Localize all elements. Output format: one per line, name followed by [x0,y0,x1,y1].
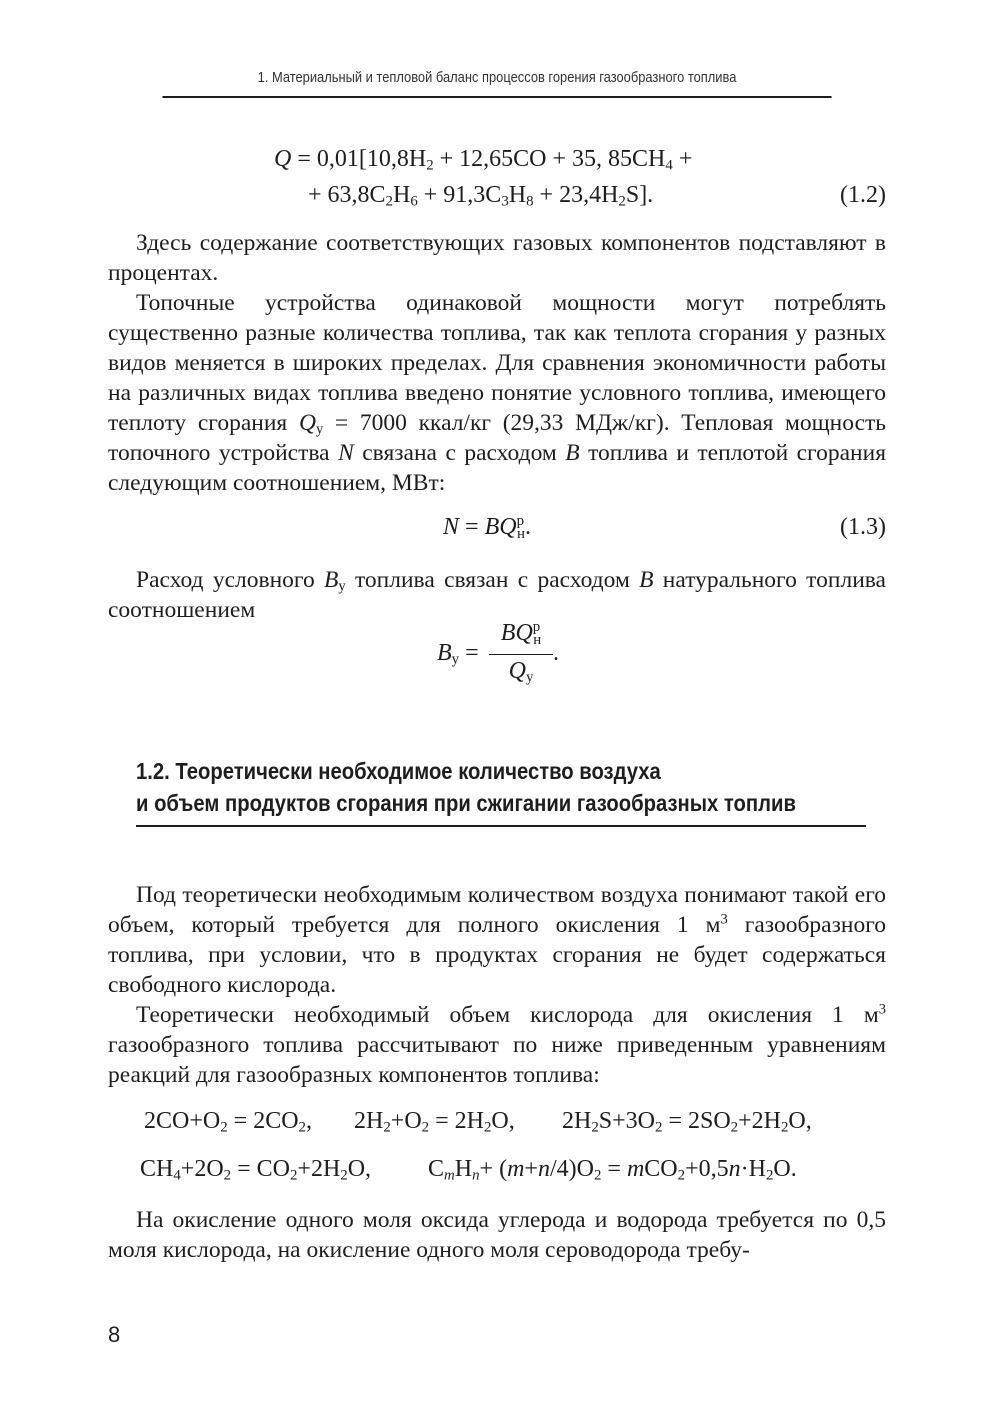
fraction-numerator: $BQ^р_н$ [500,619,542,648]
paragraph-oxidation: На окисление одного моля оксида углерода и водорода требуется по 0,5 моля кислорода, на окисление одного моля сероводорода требу- [108,1207,886,1263]
equation-number-1-2: (1.2) [840,182,886,208]
fraction-bar [489,654,553,655]
paragraph-theoretical-oxygen: Теоретически необходимый объем кислорода для окисления 1 $м^3$ газообразного топлива рассчитывают по ниже приведенным уравнениям реакций для газообразных компонентов топлива: [108,1001,886,1088]
reaction-ch4: $CH_4+2O_2 = CO_2+2H_2O$, [140,1156,372,1184]
paragraph-conventional-consumption: Расход условного $B_у$ топлива связан с расходом B натурального топлива соотношением [108,567,886,623]
section-heading-line-2: и объем продуктов сгорания при сжигании газообразных топлив [136,790,796,816]
fraction-lhs: $B_у$ = [437,640,479,668]
section-heading-line-1: 1.2. Теоретически необходимое количество воздуха [136,758,661,784]
equation-1-2-line-1: $Q = 0,01[10,8H_2 + 12,65CO + 35$, $85CH_4$ + [274,146,693,174]
paragraph-conventional-fuel: Топочные устройства одинаковой мощности могут потреблять существенно разные количества топлива, так как теплота сгорания у разных видов меняется в широких пределах. Для сравнения экономичности работы на различных видах топлива введено понятие условного топлива, имеющего теплоту сгорания $Q_у = 7000$ ккал/кг (29,33 МДж/кг). Тепловая мощность топочного устройства N связана с расходом B топлива и теплотой сгорания следующим соотношением, МВт: [108,290,887,496]
paragraph-theoretical-air: Под теоретически необходимым количеством воздуха понимают такой его объем, который требуется для полного окисления 1 $м^3$ газообразного топлива, при условии, что в продуктах сгорания не будет содержаться свободного кислорода. [108,882,887,998]
section-heading-1-2 [136,755,866,827]
reaction-co: $2CO+O_2 = 2CO_2$, [144,1108,312,1136]
reaction-cmhn: $C_mH_n+ (m+n/4)O_2 = mCO_2+0,5n\cdot H_2O$. [428,1156,797,1184]
equation-1-2-line-2: + $63,8C_2H_6 + 91,3C_3H_8 + 23,4H_2S$]. [308,182,654,210]
reaction-h2: $2H_2+O_2 = 2H_2O$, [354,1108,515,1136]
fraction-end: . [553,640,559,666]
fraction-denominator: $Q_у$ [508,658,534,686]
equation-1-3: $N = BQ^р_н$. [443,513,531,542]
paragraph-percent-note: Здесь содержание соответствующих газовых компонентов подставляют в процентах. [108,230,886,286]
running-head: 1. Материальный и тепловой баланс процессов горения газообразного топлива [162,66,831,98]
equation-number-1-3: (1.3) [840,514,886,540]
page-number: 8 [108,1322,121,1347]
reaction-h2s: $2H_2S+3O_2 = 2SO_2+2H_2O$, [562,1108,812,1136]
